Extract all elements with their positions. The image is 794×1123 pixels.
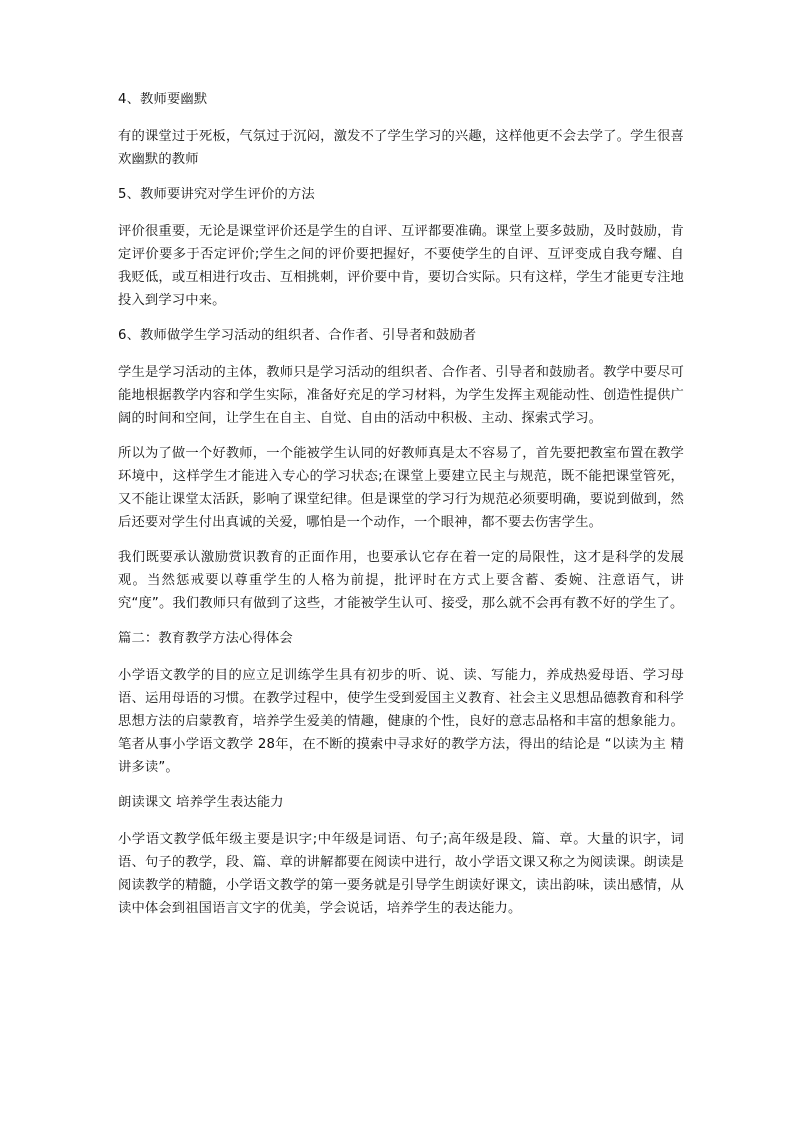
paragraph-humor: 有的课堂过于死板，气氛过于沉闷，激发不了学生学习的兴趣，这样他更不会去学了。学生很喜欢幽默的教师 xyxy=(118,129,684,167)
paragraph-evaluation: 评价很重要，无论是课堂评价还是学生的自评、互评都要准确。课堂上要多鼓励，及时鼓励，肯定评价要多于否定评价;学生之间的评价要把握好，不要使学生的自评、互评变成自我夸耀、自我贬低，或互相进行攻击、互相挑刺，评价要中肯，要切合实际。只有这样，学生才能更专注地投入到学习中来。 xyxy=(118,224,684,308)
heading-reading-aloud: 朗读课文 培养学生表达能力 xyxy=(118,795,284,810)
paragraph-good-teacher: 所以为了做一个好教师，一个能被学生认同的好教师真是太不容易了，首先要把教室布置在教学环境中，这样学生才能进入专心的学习状态;在课堂上要建立民主与规范，既不能把课堂管死，又不能让课堂太活跃，影响了课堂纪律。但是课堂的学习行为规范必须要明确，要说到做到，然后还要对学生付出真诚的关爱，哪怕是一个动作，一个眼神，都不要去伤害学生。 xyxy=(118,446,684,530)
heading-teacher-roles: 6、教师做学生学习活动的组织者、合作者、引导者和鼓励者 xyxy=(118,328,477,343)
document-page xyxy=(118,88,684,920)
heading-evaluation: 5、教师要讲究对学生评价的方法 xyxy=(118,187,315,202)
heading-humor: 4、教师要幽默 xyxy=(118,92,208,107)
paragraph-teacher-roles: 学生是学习活动的主体，教师只是学习活动的组织者、合作者、引导者和鼓励者。教学中要尽可能地根据教学内容和学生实际，准备好充足的学习材料，为学生发挥主观能动性、创造性提供广阔的时间和空间，让学生在自主、自觉、自由的活动中积极、主动、探索式学习。 xyxy=(118,365,684,426)
paragraph-appreciation-education: 我们既要承认激励赏识教育的正面作用，也要承认它存在着一定的局限性，这才是科学的发展观。当然惩戒要以尊重学生的人格为前提，批评时在方式上要含蓄、委婉、注意语气，讲究“度”。我们教师只有做到了这些，才能被学生认可、接受，那么就不会再有教不好的学生了。 xyxy=(118,550,684,611)
paragraph-chinese-teaching: 小学语文教学的目的应立足训练学生具有初步的听、说、读、写能力，养成热爱母语、学习母语、运用母语的习惯。在教学过程中，使学生受到爱国主义教育、社会主义思想品德教育和科学思想方法的启蒙教育，培养学生爱美的情趣，健康的个性，良好的意志品格和丰富的想象能力。笔者从事小学语文教学 28年，在不断的摸索中寻求好的教学方法，得出的结论是 “以读为主 精讲多读”。 xyxy=(118,668,684,775)
paragraph-reading-aloud: 小学语文教学低年级主要是识字;中年级是词语、句子;高年级是段、篇、章。大量的识字，词语、句子的教学，段、篇、章的讲解都要在阅读中进行，故小学语文课又称之为阅读课。朗读是阅读教学的精髓，小学语文教学的第一要务就是引导学生朗读好课文，读出韵味，读出感情，从读中体会到祖国语言文字的优美，学会说话，培养学生的表达能力。 xyxy=(118,832,684,916)
heading-part-two: 篇二：教育教学方法心得体会 xyxy=(118,631,293,646)
